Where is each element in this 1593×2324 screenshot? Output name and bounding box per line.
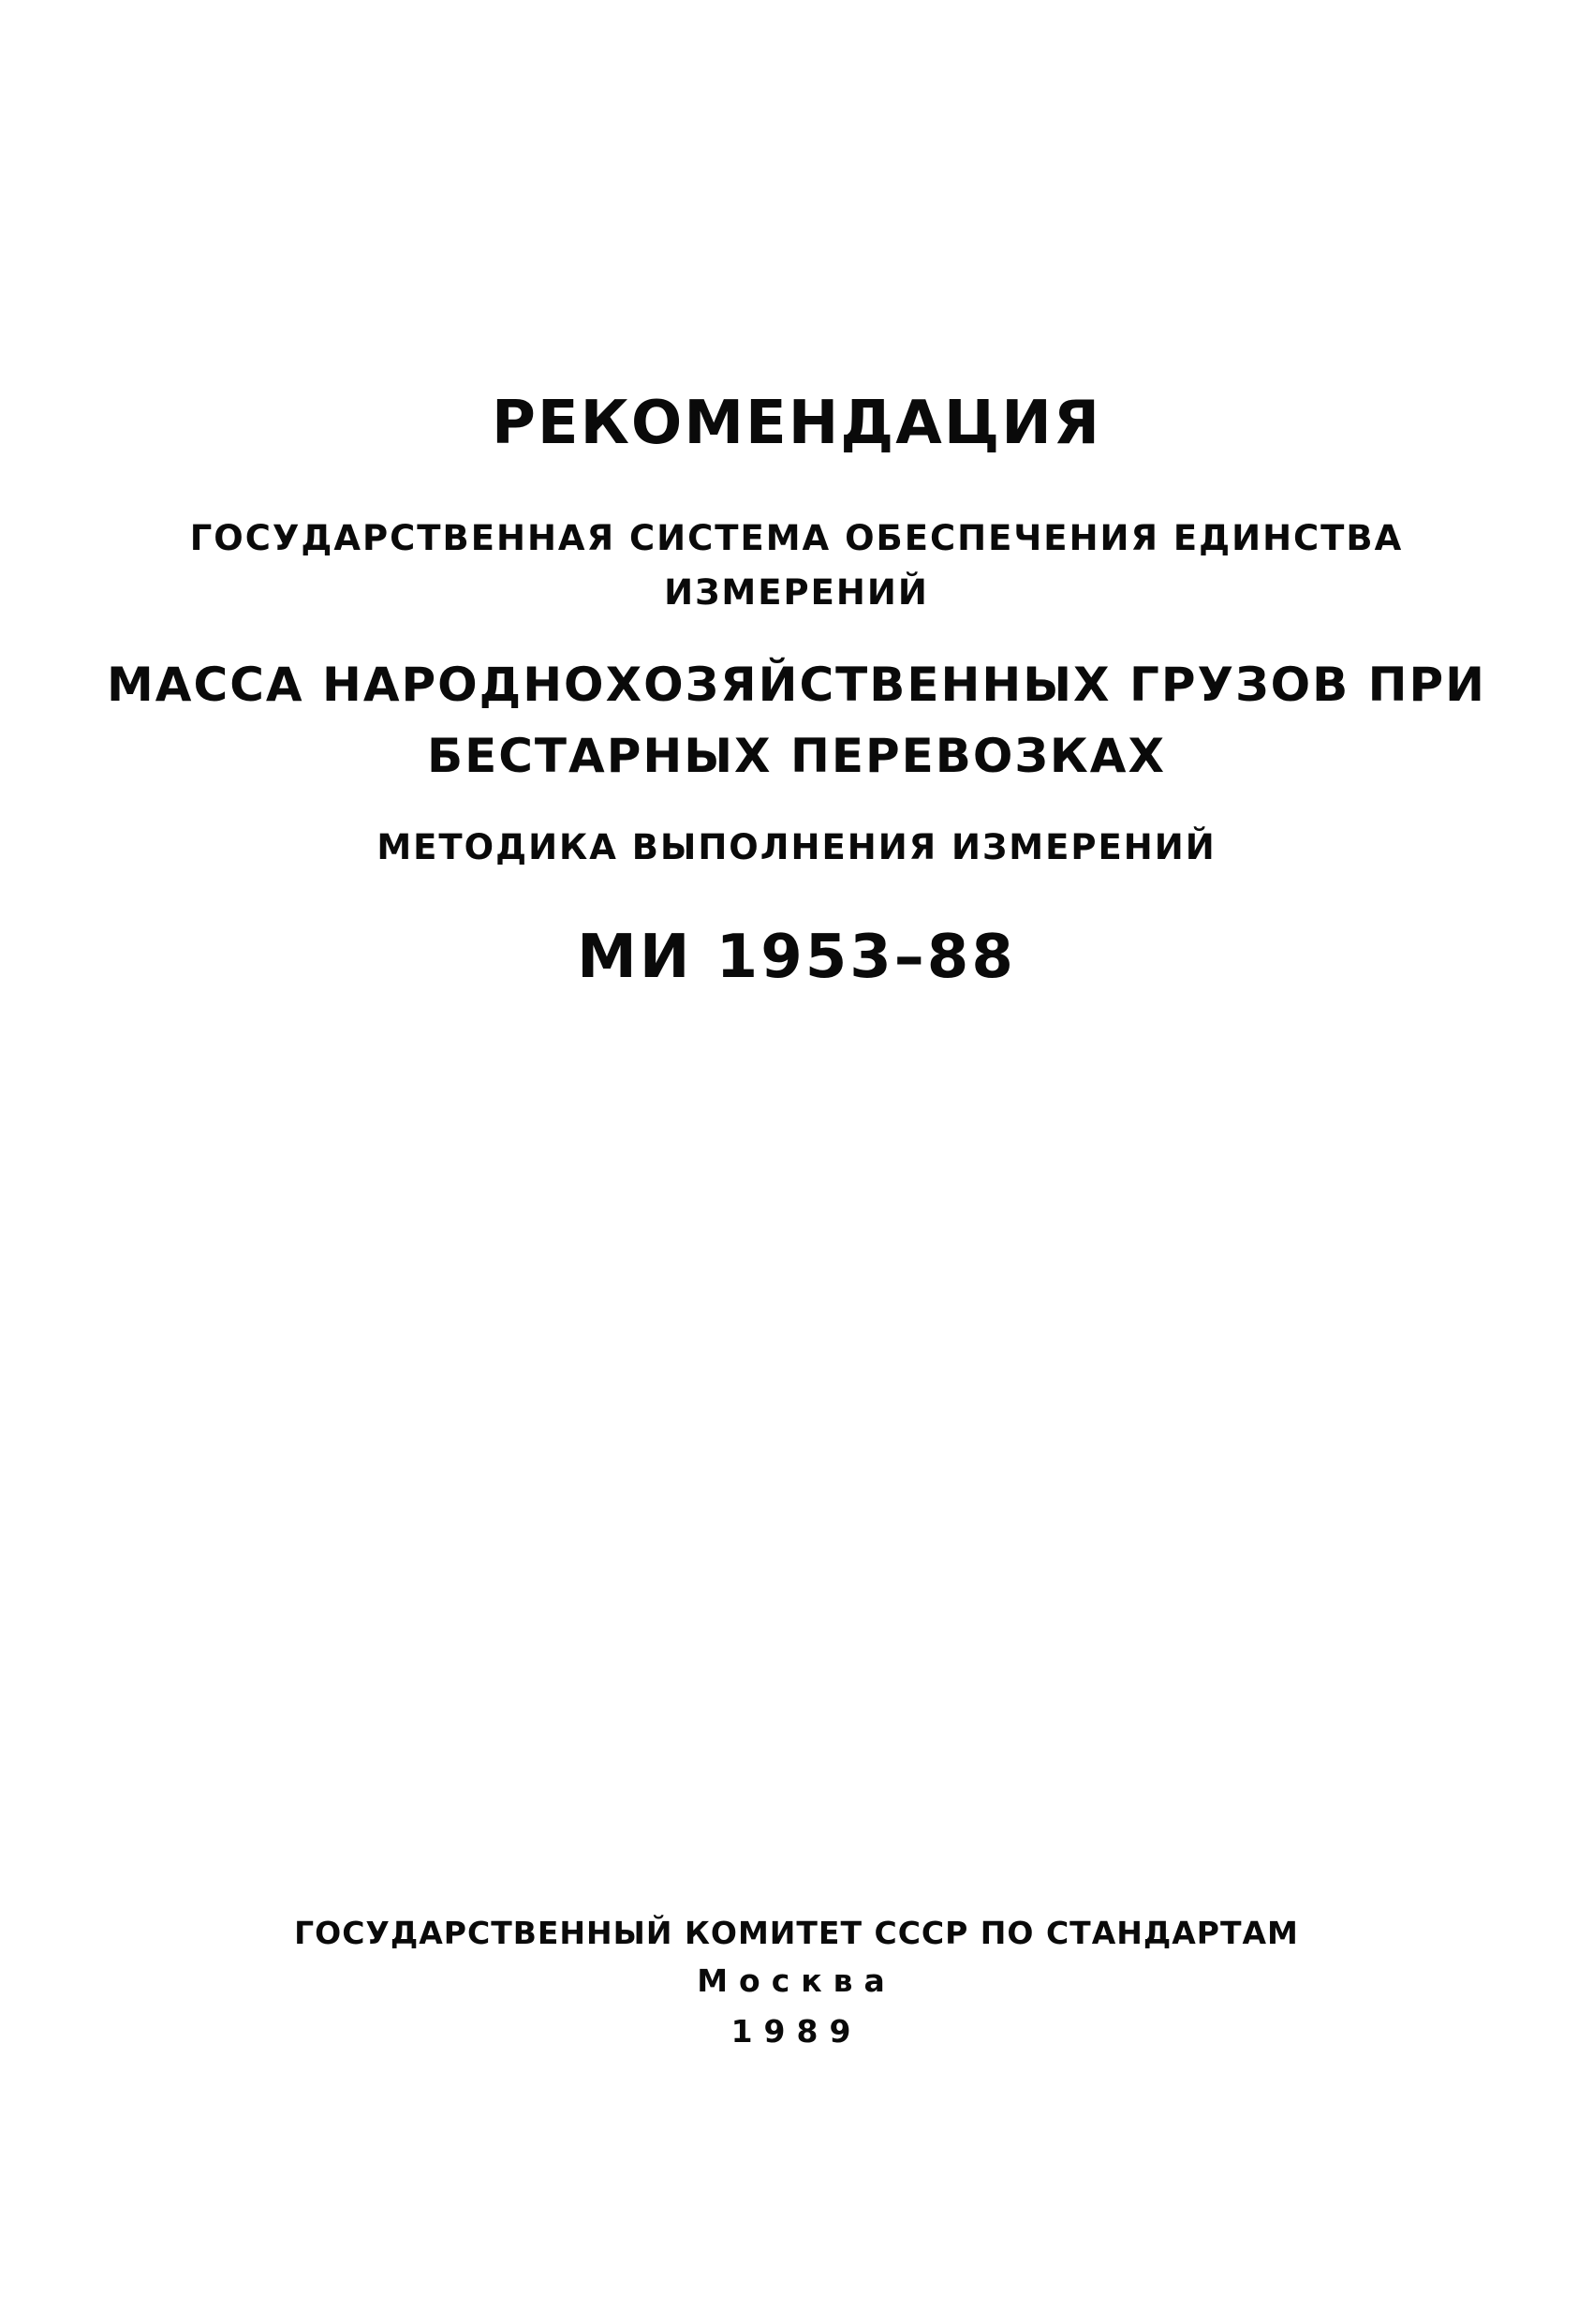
subject-title-line-2: БЕСТАРНЫХ ПЕРЕВОЗКАХ	[426, 729, 1167, 783]
system-name-line-2: ИЗМЕРЕНИЙ	[664, 572, 929, 613]
publication-year: 1989	[730, 2013, 863, 2050]
publisher-name: ГОСУДАРСТВЕННЫЙ КОМИТЕТ СССР ПО СТАНДАРТАМ	[294, 1915, 1299, 1951]
document-type-title: РЕКОМЕНДАЦИЯ	[491, 389, 1102, 458]
method-title: МЕТОДИКА ВЫПОЛНЕНИЯ ИЗМЕРЕНИЙ	[376, 827, 1217, 867]
subject-title-line-1: МАССА НАРОДНОХОЗЯЙСТВЕННЫХ ГРУЗОВ ПРИ	[107, 658, 1486, 712]
publication-city: Москва	[697, 1962, 896, 1999]
document-code: МИ 1953–88	[577, 923, 1016, 992]
system-name-line-1: ГОСУДАРСТВЕННАЯ СИСТЕМА ОБЕСПЕЧЕНИЯ ЕДИНСТВА	[189, 518, 1404, 558]
